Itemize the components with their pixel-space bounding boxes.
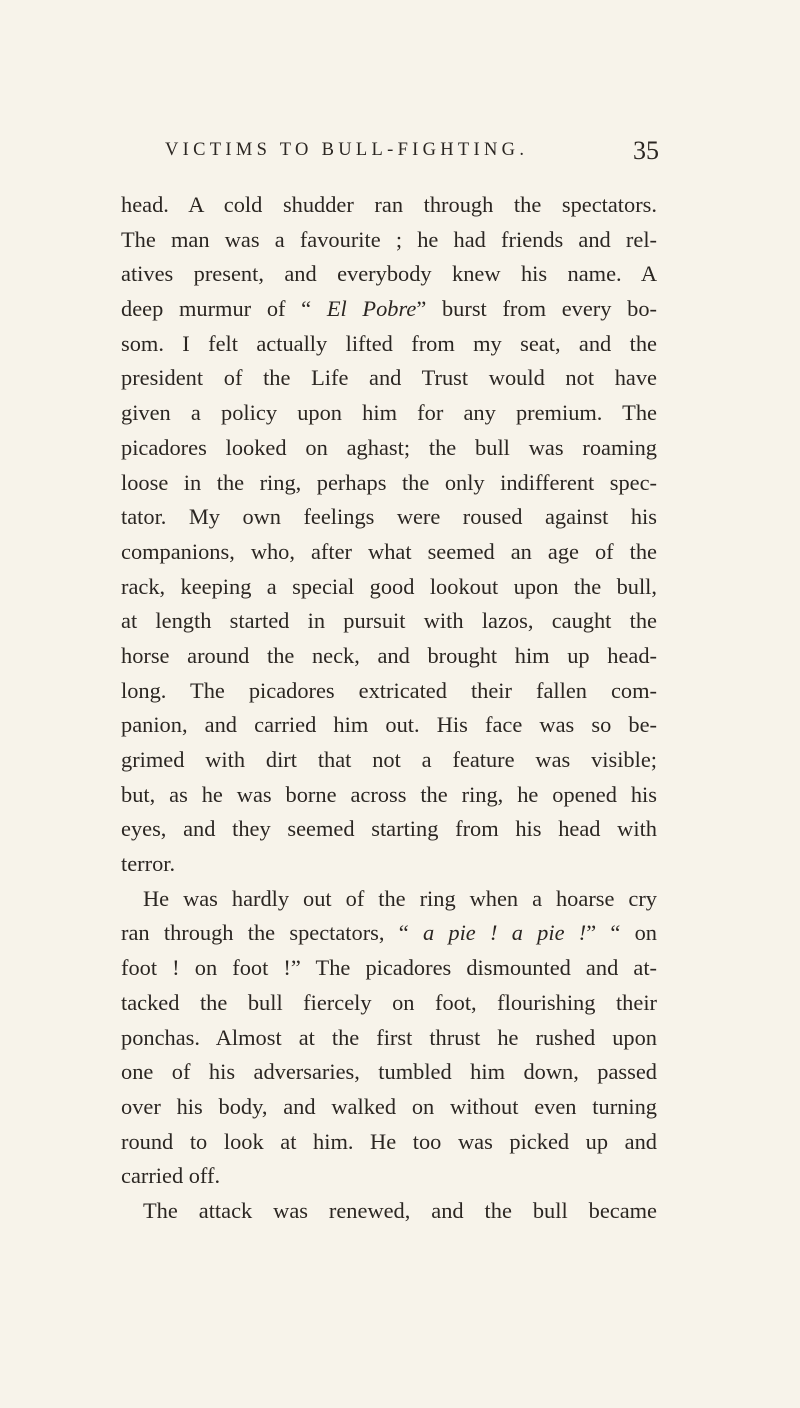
text-line: but, as he was borne across the ring, he opened his bbox=[121, 781, 657, 807]
text-line: tator. My own feelings were roused against his bbox=[121, 504, 657, 530]
text-line: deep murmur of “ El Pobre” burst from every bo- bbox=[121, 296, 657, 322]
text-line: grimed with dirt that not a feature was visible; bbox=[121, 747, 657, 772]
text-line: companions, who, after what seemed an age of the bbox=[121, 538, 657, 564]
body-text bbox=[121, 188, 657, 1229]
page-number: 35 bbox=[633, 136, 659, 165]
text-line: tacked the bull fiercely on foot, flourishing their bbox=[121, 989, 657, 1015]
text-line: terror. bbox=[121, 851, 176, 877]
text-line: head. A cold shudder ran through the spectators. bbox=[121, 192, 657, 217]
text-line: rack, keeping a special good lookout upon the bull, bbox=[121, 573, 657, 599]
running-title: VICTIMS TO BULL-FIGHTING. bbox=[165, 140, 529, 160]
text-line: one of his adversaries, tumbled him down, passed bbox=[121, 1059, 657, 1085]
text-line: horse around the neck, and brought him up head- bbox=[121, 642, 657, 668]
text-line: loose in the ring, perhaps the only indifferent spec- bbox=[121, 469, 657, 495]
text-line: The man was a favourite ; he had friends and rel- bbox=[121, 226, 657, 252]
text-line: atives present, and everybody knew his name. A bbox=[121, 261, 657, 287]
text-line: foot ! on foot !” The picadores dismounted and at- bbox=[121, 955, 657, 981]
text-line: ran through the spectators, “ a pie ! a pie !” “ on bbox=[121, 920, 658, 946]
page-header bbox=[165, 136, 659, 166]
text-line: panion, and carried him out. His face was so be- bbox=[121, 712, 657, 738]
text-line: over his body, and walked on without even turning bbox=[121, 1093, 657, 1119]
text-line: carried off. bbox=[121, 1163, 221, 1189]
text-line: eyes, and they seemed starting from his head with bbox=[121, 816, 657, 842]
text-line: ponchas. Almost at the first thrust he rushed upon bbox=[121, 1024, 657, 1050]
text-line: at length started in pursuit with lazos, caught the bbox=[121, 608, 657, 634]
text-line: given a policy upon him for any premium. The bbox=[121, 400, 657, 426]
text-line: president of the Life and Trust would not have bbox=[121, 365, 657, 391]
text-line: round to look at him. He too was picked up and bbox=[121, 1128, 657, 1154]
text-line: The attack was renewed, and the bull became bbox=[143, 1197, 657, 1223]
text-line: He was hardly out of the ring when a hoarse cry bbox=[143, 885, 657, 911]
text-line: picadores looked on aghast; the bull was roaming bbox=[121, 434, 657, 460]
text-line: long. The picadores extricated their fallen com- bbox=[121, 677, 657, 703]
text-line: som. I felt actually lifted from my seat, and the bbox=[121, 330, 657, 356]
